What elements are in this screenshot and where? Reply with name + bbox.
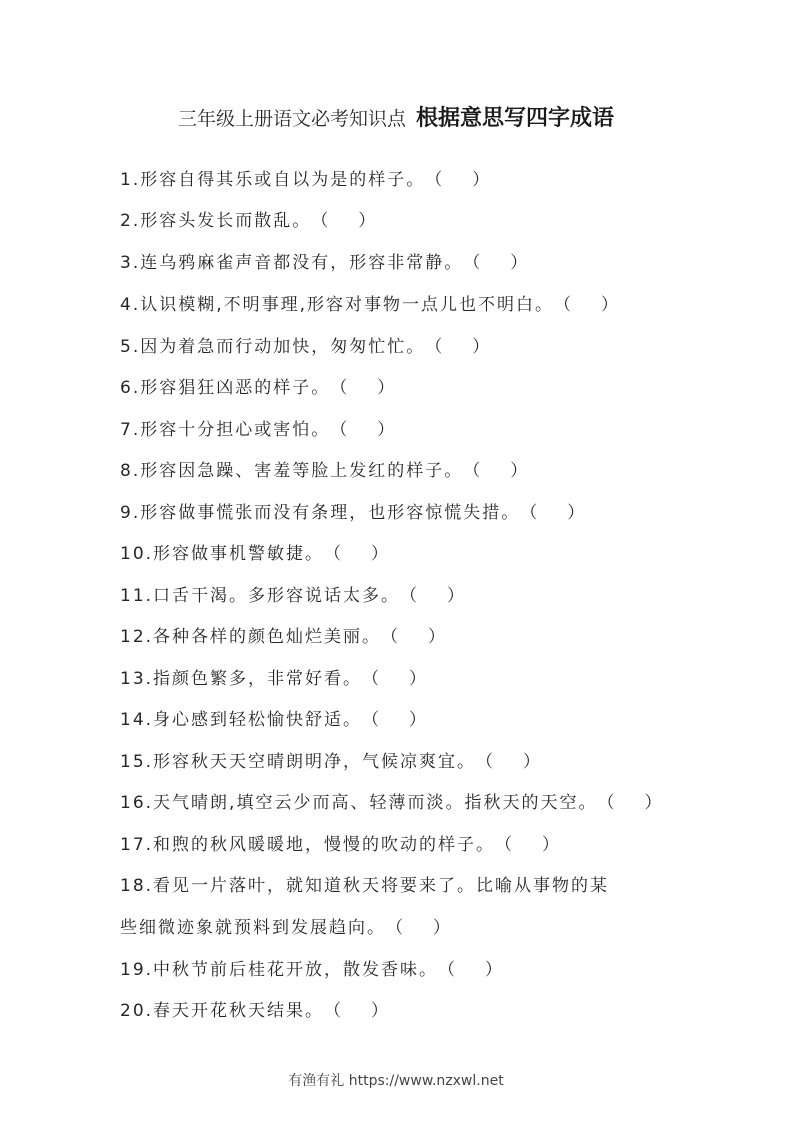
question-text: 15.形容秋天天空晴朗明净，气候凉爽宜。 [120, 752, 477, 772]
question-item [120, 335, 491, 359]
open-paren: （ [554, 295, 574, 315]
question-item [120, 376, 396, 400]
close-paren: ） [447, 586, 467, 606]
question-item [120, 667, 428, 691]
close-paren: ） [510, 461, 530, 481]
question-text: 9.形容做事慌张而没有条理，也形容惊慌失措。 [120, 503, 521, 523]
question-item [120, 418, 396, 442]
question-item [120, 501, 586, 525]
question-text: 8.形容因急躁、害羞等脸上发红的样子。 [120, 461, 464, 481]
question-item [120, 542, 390, 566]
question-item [120, 168, 491, 192]
close-paren: ） [409, 669, 429, 689]
open-paren: （ [330, 420, 350, 440]
open-paren: （ [362, 669, 382, 689]
question-text: 18.看见一片落叶，就知道秋天将要来了。比喻从事物的某 [120, 876, 610, 896]
question-text: 19.中秋节前后桂花开放，散发香味。 [120, 960, 439, 980]
question-text: 4.认识模糊,不明事理,形容对事物一点儿也不明白。 [120, 295, 555, 315]
answer-blank[interactable] [386, 916, 452, 940]
answer-blank[interactable] [362, 667, 428, 691]
title-main: 三年级上册语文必考知识点 [177, 108, 406, 130]
close-paren: ） [428, 627, 448, 647]
answer-blank[interactable] [381, 625, 447, 649]
close-paren: ） [472, 337, 492, 357]
question-text: 10.形容做事机警敏捷。 [120, 544, 325, 564]
answer-blank[interactable] [597, 791, 663, 815]
open-paren: （ [425, 337, 445, 357]
question-item [120, 251, 529, 275]
close-paren: ） [433, 918, 452, 938]
answer-blank[interactable] [476, 750, 542, 774]
close-paren: ） [510, 253, 530, 273]
open-paren: （ [476, 752, 496, 772]
question-item [120, 584, 466, 608]
close-paren: ） [377, 420, 397, 440]
close-paren: ） [601, 295, 621, 315]
question-item [120, 293, 620, 317]
question-text: 5.因为着急而行动加快，匆匆忙忙。 [120, 337, 426, 357]
question-text: 2.形容头发长而散乱。 [120, 211, 312, 231]
question-text: 16.天气晴朗,填空云少而高、轻薄而淡。指秋天的天空。 [120, 793, 598, 813]
question-item [120, 833, 561, 857]
open-paren: （ [495, 835, 515, 855]
open-paren: （ [324, 1001, 344, 1021]
open-paren: （ [425, 170, 445, 190]
answer-blank[interactable] [463, 459, 529, 483]
question-text: 11.口舌干渴。多形容说话太多。 [120, 586, 401, 606]
question-item [120, 459, 529, 483]
answer-blank[interactable] [425, 168, 491, 192]
close-paren: ） [567, 503, 587, 523]
open-paren: （ [311, 211, 331, 231]
question-text: 20.春天开花秋天结果。 [120, 1001, 325, 1021]
question-item [120, 958, 504, 982]
open-paren: （ [386, 918, 405, 938]
answer-blank[interactable] [330, 418, 396, 442]
close-paren: ） [371, 1001, 391, 1021]
answer-blank[interactable] [330, 376, 396, 400]
open-paren: （ [463, 461, 483, 481]
open-paren: （ [330, 378, 350, 398]
open-paren: （ [597, 793, 617, 813]
question-text: 7.形容十分担心或害怕。 [120, 420, 331, 440]
close-paren: ） [644, 793, 664, 813]
answer-blank[interactable] [495, 833, 561, 857]
open-paren: （ [438, 960, 458, 980]
title-subtitle: 根据意思写四字成语 [416, 106, 615, 131]
page-title [0, 103, 792, 136]
answer-blank[interactable] [324, 999, 390, 1023]
close-paren: ） [485, 960, 505, 980]
open-paren: （ [463, 253, 483, 273]
question-text: 些细微迹象就预料到发展趋向。 [120, 918, 386, 938]
question-text: 17.和煦的秋风暖暖地，慢慢的吹动的样子。 [120, 835, 496, 855]
question-text: 3.连乌鸦麻雀声音都没有，形容非常静。 [120, 253, 464, 273]
question-text: 12.各种各样的颜色灿烂美丽。 [120, 627, 382, 647]
close-paren: ） [542, 835, 562, 855]
answer-blank[interactable] [554, 293, 620, 317]
close-paren: ） [409, 710, 429, 730]
question-item [120, 625, 447, 649]
open-paren: （ [400, 586, 420, 606]
answer-blank[interactable] [425, 335, 491, 359]
open-paren: （ [520, 503, 540, 523]
close-paren: ） [472, 170, 492, 190]
question-text: 1.形容自得其乐或自以为是的样子。 [120, 170, 426, 190]
footer-watermark: 有渔有礼 https://www.nzxwl.net [288, 1073, 504, 1089]
question-item [120, 791, 663, 815]
question-item [120, 708, 428, 732]
answer-blank[interactable] [463, 251, 529, 275]
answer-blank[interactable] [400, 584, 466, 608]
answer-blank[interactable] [520, 501, 586, 525]
question-text: 6.形容猖狂凶恶的样子。 [120, 378, 331, 398]
answer-blank[interactable] [362, 708, 428, 732]
close-paren: ） [377, 378, 397, 398]
question-text: 14.身心感到轻松愉快舒适。 [120, 710, 363, 730]
question-continuation [120, 916, 452, 940]
question-item [120, 999, 390, 1023]
close-paren: ） [523, 752, 543, 772]
open-paren: （ [362, 710, 382, 730]
open-paren: （ [324, 544, 344, 564]
close-paren: ） [371, 544, 391, 564]
answer-blank[interactable] [438, 958, 504, 982]
question-text: 13.指颜色繁多，非常好看。 [120, 669, 363, 689]
question-item [120, 874, 609, 898]
answer-blank[interactable] [324, 542, 390, 566]
answer-blank[interactable] [311, 209, 377, 233]
question-item [120, 750, 542, 774]
open-paren: （ [381, 627, 401, 647]
close-paren: ） [358, 211, 378, 231]
question-item [120, 209, 377, 233]
